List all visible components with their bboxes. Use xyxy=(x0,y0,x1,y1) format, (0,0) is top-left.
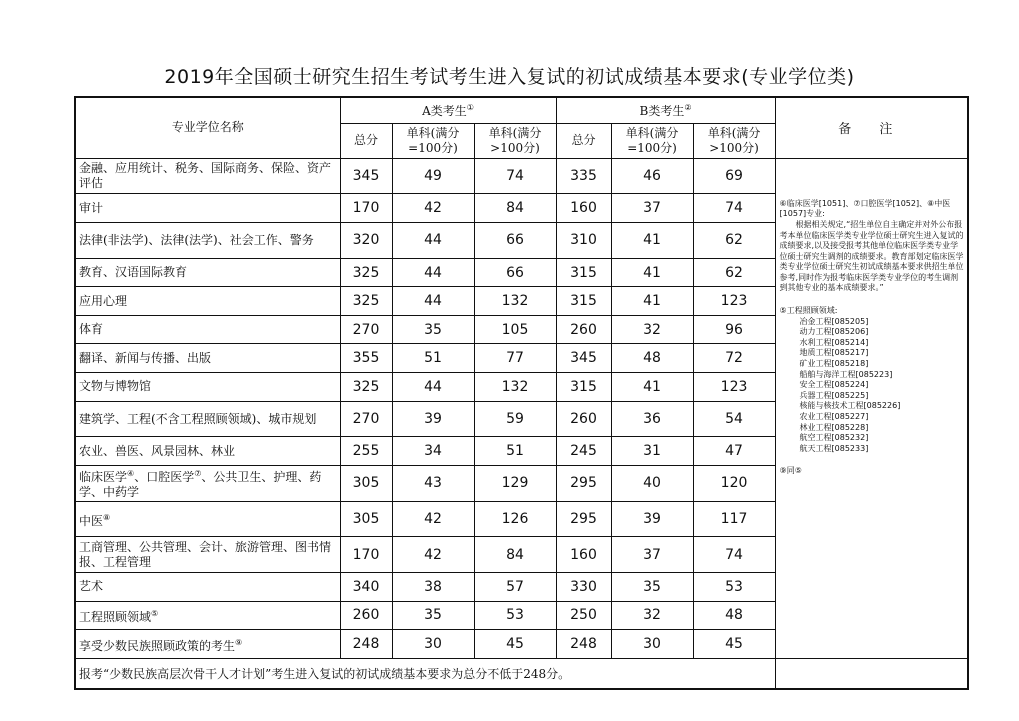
b-total-cell: 330 xyxy=(556,573,611,602)
b-total-cell: 310 xyxy=(556,223,611,259)
footer-note: 报考“少数民族高层次骨干人才计划”考生进入复试的初试成绩基本要求为总分不低于248分。 xyxy=(75,658,775,689)
a-total-cell: 325 xyxy=(340,287,392,316)
b-single-over-cell: 74 xyxy=(693,194,775,223)
a-total-cell: 340 xyxy=(340,573,392,602)
a-single-over-cell: 84 xyxy=(474,194,556,223)
b-single-over-cell: 62 xyxy=(693,258,775,287)
b-single-100-cell: 37 xyxy=(611,194,693,223)
a-single-over-cell: 77 xyxy=(474,344,556,373)
a-single-over-cell: 129 xyxy=(474,465,556,501)
b-total-cell: 315 xyxy=(556,373,611,402)
a-single-over-cell: 84 xyxy=(474,537,556,573)
header-major-name: 专业学位名称 xyxy=(75,97,340,158)
b-single-100-cell: 48 xyxy=(611,344,693,373)
b-total-cell: 315 xyxy=(556,258,611,287)
a-single-over-cell: 105 xyxy=(474,315,556,344)
header-b-single-over: 单科(满分 >100分) xyxy=(693,124,775,159)
b-single-over-cell: 48 xyxy=(693,601,775,630)
major-name-cell: 翻译、新闻与传播、出版 xyxy=(75,344,340,373)
b-single-over-cell: 54 xyxy=(693,401,775,437)
b-total-cell: 295 xyxy=(556,501,611,537)
a-single-over-cell: 57 xyxy=(474,573,556,602)
major-name-cell: 应用心理 xyxy=(75,287,340,316)
remark-engineering-item: 冶金工程[085205] xyxy=(799,316,869,326)
b-total-cell: 160 xyxy=(556,537,611,573)
b-single-100-cell: 39 xyxy=(611,501,693,537)
a-total-cell: 270 xyxy=(340,401,392,437)
remark-medical-head: ⑥临床医学[1051]、⑦口腔医学[1052]、⑧中医[1057]专业: xyxy=(779,198,951,219)
b-single-100-cell: 46 xyxy=(611,158,693,194)
b-total-cell: 335 xyxy=(556,158,611,194)
a-total-cell: 305 xyxy=(340,465,392,501)
page-title: 2019年全国硕士研究生招生考试考生进入复试的初试成绩基本要求(专业学位类) xyxy=(164,66,855,88)
major-name-cell: 工程照顾领域⑤ xyxy=(75,601,340,630)
a-total-cell: 320 xyxy=(340,223,392,259)
a-single-100-cell: 44 xyxy=(392,373,474,402)
header-a-single-100: 单科(满分 =100分) xyxy=(392,124,474,159)
a-single-over-cell: 126 xyxy=(474,501,556,537)
remark-engineering-item: 船舶与海洋工程[085223] xyxy=(799,369,893,379)
footer-remarks-empty xyxy=(775,658,968,689)
b-total-cell: 160 xyxy=(556,194,611,223)
major-name-cell: 文物与博物馆 xyxy=(75,373,340,402)
b-single-100-cell: 41 xyxy=(611,287,693,316)
b-total-cell: 260 xyxy=(556,401,611,437)
b-single-100-cell: 41 xyxy=(611,223,693,259)
a-total-cell: 305 xyxy=(340,501,392,537)
header-a-single-over: 单科(满分 >100分) xyxy=(474,124,556,159)
major-name-cell: 中医⑧ xyxy=(75,501,340,537)
a-total-cell: 345 xyxy=(340,158,392,194)
remark-engineering-item: 林业工程[085228] xyxy=(799,422,869,432)
a-single-100-cell: 30 xyxy=(392,630,474,659)
b-total-cell: 345 xyxy=(556,344,611,373)
major-name-cell: 临床医学④、口腔医学⑦、公共卫生、护理、药学、中药学 xyxy=(75,465,340,501)
major-name-cell: 艺术 xyxy=(75,573,340,602)
b-single-over-cell: 47 xyxy=(693,437,775,466)
b-single-over-cell: 120 xyxy=(693,465,775,501)
table-row xyxy=(75,158,968,194)
remark-engineering-item: 航空工程[085232] xyxy=(799,433,869,443)
a-single-100-cell: 35 xyxy=(392,315,474,344)
a-single-over-cell: 51 xyxy=(474,437,556,466)
score-table xyxy=(74,96,969,690)
remarks-cell xyxy=(775,158,968,658)
b-single-over-cell: 69 xyxy=(693,158,775,194)
b-single-over-cell: 62 xyxy=(693,223,775,259)
a-single-100-cell: 43 xyxy=(392,465,474,501)
major-name-cell: 法律(非法学)、法律(法学)、社会工作、警务 xyxy=(75,223,340,259)
remark-medical-body: 根据相关规定,“招生单位自主确定并对外公布报考本单位临床医学类专业学位硕士研究生进入复试的成绩要求,以及接受报考其他单位临床医学类专业学位硕士研究生调剂的成绩要求。教育部划定临床医学类专业学位硕士研究生初试成绩基本要求供招生单位参考,同时作为报考临床医学类专业学位的考生调剂到其他专业的基本成绩要求。” xyxy=(779,219,964,293)
remark-engineering-item: 农业工程[085227] xyxy=(799,412,869,422)
a-single-100-cell: 34 xyxy=(392,437,474,466)
a-single-100-cell: 39 xyxy=(392,401,474,437)
b-total-cell: 245 xyxy=(556,437,611,466)
b-single-100-cell: 36 xyxy=(611,401,693,437)
a-single-100-cell: 49 xyxy=(392,158,474,194)
b-single-100-cell: 41 xyxy=(611,258,693,287)
major-name-cell: 农业、兽医、风景园林、林业 xyxy=(75,437,340,466)
a-single-over-cell: 66 xyxy=(474,258,556,287)
b-single-100-cell: 37 xyxy=(611,537,693,573)
header-b-total: 总分 xyxy=(556,124,611,159)
footer-row xyxy=(75,658,968,689)
header-group-b: B类考生② xyxy=(556,97,775,124)
remark-engineering-item: 动力工程[085206] xyxy=(799,327,869,337)
a-total-cell: 325 xyxy=(340,373,392,402)
b-single-over-cell: 72 xyxy=(693,344,775,373)
b-total-cell: 250 xyxy=(556,601,611,630)
remark-engineering-item: 核能与核技术工程[085226] xyxy=(799,401,901,411)
b-single-over-cell: 96 xyxy=(693,315,775,344)
a-single-over-cell: 53 xyxy=(474,601,556,630)
b-single-100-cell: 40 xyxy=(611,465,693,501)
a-total-cell: 355 xyxy=(340,344,392,373)
b-single-100-cell: 31 xyxy=(611,437,693,466)
major-name-cell: 建筑学、工程(不含工程照顾领域)、城市规划 xyxy=(75,401,340,437)
remark-engineering-item: 安全工程[085224] xyxy=(799,380,869,390)
b-total-cell: 295 xyxy=(556,465,611,501)
b-single-100-cell: 41 xyxy=(611,373,693,402)
remark-same-note: ⑨同⑤ xyxy=(779,466,802,476)
b-single-100-cell: 35 xyxy=(611,573,693,602)
b-total-cell: 260 xyxy=(556,315,611,344)
a-single-100-cell: 44 xyxy=(392,287,474,316)
a-single-over-cell: 132 xyxy=(474,287,556,316)
a-single-100-cell: 42 xyxy=(392,501,474,537)
remark-engineering-head: ⑤工程照顾领域: xyxy=(779,306,838,316)
header-remarks: 备 注 xyxy=(775,97,968,158)
major-name-cell: 体育 xyxy=(75,315,340,344)
header-group-a: A类考生① xyxy=(340,97,556,124)
a-total-cell: 248 xyxy=(340,630,392,659)
b-total-cell: 315 xyxy=(556,287,611,316)
b-single-over-cell: 123 xyxy=(693,373,775,402)
a-total-cell: 325 xyxy=(340,258,392,287)
header-b-single-100: 单科(满分 =100分) xyxy=(611,124,693,159)
a-single-over-cell: 66 xyxy=(474,223,556,259)
a-single-100-cell: 38 xyxy=(392,573,474,602)
header-a-total: 总分 xyxy=(340,124,392,159)
a-total-cell: 270 xyxy=(340,315,392,344)
a-single-100-cell: 44 xyxy=(392,223,474,259)
b-single-100-cell: 32 xyxy=(611,601,693,630)
remark-engineering-item: 矿业工程[085218] xyxy=(799,359,869,369)
b-single-over-cell: 123 xyxy=(693,287,775,316)
remark-engineering-item: 水利工程[085214] xyxy=(799,337,869,347)
b-single-over-cell: 74 xyxy=(693,537,775,573)
a-single-over-cell: 132 xyxy=(474,373,556,402)
a-total-cell: 260 xyxy=(340,601,392,630)
b-total-cell: 248 xyxy=(556,630,611,659)
b-single-over-cell: 45 xyxy=(693,630,775,659)
a-total-cell: 170 xyxy=(340,194,392,223)
b-single-100-cell: 32 xyxy=(611,315,693,344)
remark-engineering-item: 地质工程[085217] xyxy=(799,348,869,358)
b-single-100-cell: 30 xyxy=(611,630,693,659)
major-name-cell: 享受少数民族照顾政策的考生⑨ xyxy=(75,630,340,659)
a-single-100-cell: 35 xyxy=(392,601,474,630)
a-single-over-cell: 45 xyxy=(474,630,556,659)
b-single-over-cell: 117 xyxy=(693,501,775,537)
remark-engineering-item: 航天工程[085233] xyxy=(799,443,869,453)
a-single-100-cell: 42 xyxy=(392,537,474,573)
a-total-cell: 255 xyxy=(340,437,392,466)
a-single-over-cell: 74 xyxy=(474,158,556,194)
major-name-cell: 金融、应用统计、税务、国际商务、保险、资产评估 xyxy=(75,158,340,194)
a-single-100-cell: 44 xyxy=(392,258,474,287)
a-single-100-cell: 42 xyxy=(392,194,474,223)
remark-engineering-item: 兵器工程[085225] xyxy=(799,390,869,400)
a-single-100-cell: 51 xyxy=(392,344,474,373)
major-name-cell: 教育、汉语国际教育 xyxy=(75,258,340,287)
major-name-cell: 审计 xyxy=(75,194,340,223)
a-total-cell: 170 xyxy=(340,537,392,573)
major-name-cell: 工商管理、公共管理、会计、旅游管理、图书情报、工程管理 xyxy=(75,537,340,573)
b-single-over-cell: 53 xyxy=(693,573,775,602)
a-single-over-cell: 59 xyxy=(474,401,556,437)
